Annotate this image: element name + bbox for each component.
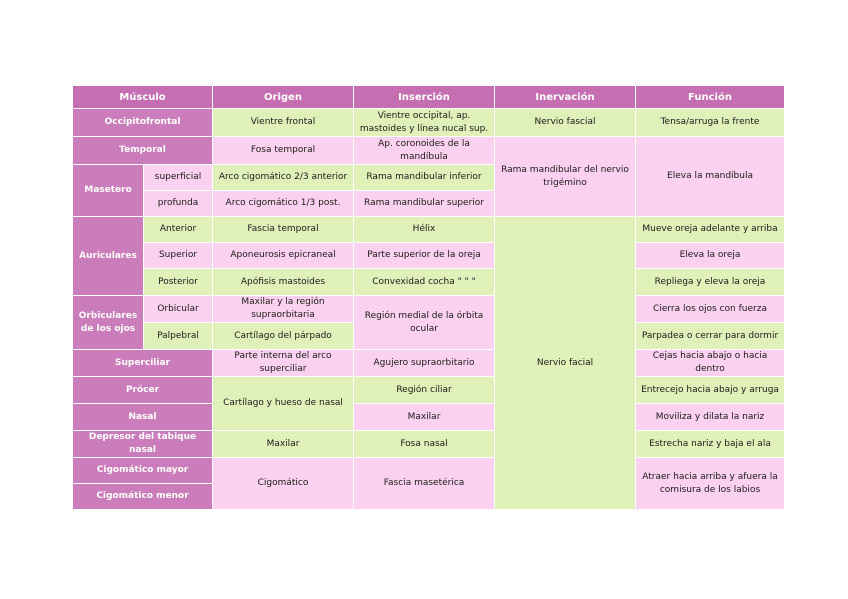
table-row bbox=[73, 296, 785, 323]
table-cell: Vientre frontal bbox=[213, 109, 354, 137]
table-cell: Arco cigomático 2/3 anterior bbox=[213, 165, 354, 191]
table-cell: Rama mandibular del nervio trigémino bbox=[495, 137, 636, 217]
muscle-cell: Auriculares bbox=[73, 217, 144, 296]
table-cell: Fascia masetérica bbox=[354, 458, 495, 510]
muscle-cell: Cigomático mayor bbox=[73, 458, 213, 484]
table-cell: Maxilar bbox=[354, 404, 495, 431]
table-cell: Nervio fascial bbox=[495, 109, 636, 137]
table-cell: Atraer hacia arriba y afuera la comisura de los labios bbox=[636, 458, 785, 510]
table-cell: Parte interna del arco superciliar bbox=[213, 350, 354, 377]
table-cell: Cartílago del párpado bbox=[213, 323, 354, 350]
table-cell: Parte superior de la oreja bbox=[354, 243, 495, 269]
muscle-cell: Temporal bbox=[73, 137, 213, 165]
table-cell: Cejas hacia abajo o hacia dentro bbox=[636, 350, 785, 377]
table-cell: Cigomático bbox=[213, 458, 354, 510]
table-cell: Rama mandibular superior bbox=[354, 191, 495, 217]
table-row bbox=[73, 458, 785, 484]
table-row bbox=[73, 350, 785, 377]
table-row bbox=[73, 404, 785, 431]
table-cell: Maxilar y la región supraorbitaria bbox=[213, 296, 354, 323]
table-row bbox=[73, 137, 785, 165]
table-cell: Hélix bbox=[354, 217, 495, 243]
table-row bbox=[73, 243, 785, 269]
muscle-cell: Nasal bbox=[73, 404, 213, 431]
table-row bbox=[73, 109, 785, 137]
table-cell: superficial bbox=[144, 165, 213, 191]
muscle-cell: Occipitofrontal bbox=[73, 109, 213, 137]
table-cell: Eleva la oreja bbox=[636, 243, 785, 269]
table-cell: Nervio facial bbox=[495, 217, 636, 510]
table-cell: Convexidad cocha " " " bbox=[354, 269, 495, 296]
table-cell: Parpadea o cerrar para dormir bbox=[636, 323, 785, 350]
table-cell: Estrecha nariz y baja el ala bbox=[636, 431, 785, 458]
table-cell: Cartílago y hueso de nasal bbox=[213, 377, 354, 431]
table-cell: Eleva la mandíbula bbox=[636, 137, 785, 217]
muscle-cell: Masetero bbox=[73, 165, 144, 217]
table-cell: Repliega y eleva la oreja bbox=[636, 269, 785, 296]
table-row bbox=[73, 269, 785, 296]
table-cell: Aponeurosis epicraneal bbox=[213, 243, 354, 269]
table-cell: Fosa nasal bbox=[354, 431, 495, 458]
table-cell: Región medial de la órbita ocular bbox=[354, 296, 495, 350]
table-body bbox=[73, 109, 785, 510]
table-cell: Apófisis mastoides bbox=[213, 269, 354, 296]
table-row bbox=[73, 377, 785, 404]
table-row bbox=[73, 431, 785, 458]
muscle-cell: Prócer bbox=[73, 377, 213, 404]
table-cell: Cierra los ojos con fuerza bbox=[636, 296, 785, 323]
table-cell: Anterior bbox=[144, 217, 213, 243]
table-cell: Rama mandibular inferior bbox=[354, 165, 495, 191]
table-row bbox=[73, 217, 785, 243]
muscle-cell: Depresor del tabique nasal bbox=[73, 431, 213, 458]
header-origen: Origen bbox=[213, 86, 354, 109]
table-cell: Fascia temporal bbox=[213, 217, 354, 243]
table-cell: Fosa temporal bbox=[213, 137, 354, 165]
table-cell: Mueve oreja adelante y arriba bbox=[636, 217, 785, 243]
header-funcion: Función bbox=[636, 86, 785, 109]
header-insercion: Inserción bbox=[354, 86, 495, 109]
header-musculo: Músculo bbox=[73, 86, 213, 109]
table-cell: Tensa/arruga la frente bbox=[636, 109, 785, 137]
table-cell: Palpebral bbox=[144, 323, 213, 350]
table-cell: Agujero supraorbitario bbox=[354, 350, 495, 377]
table-cell: profunda bbox=[144, 191, 213, 217]
muscle-cell: Superciliar bbox=[73, 350, 213, 377]
table-cell: Ap. coronoides de la mandíbula bbox=[354, 137, 495, 165]
table-cell: Maxilar bbox=[213, 431, 354, 458]
table-cell: Posterior bbox=[144, 269, 213, 296]
table-cell: Orbicular bbox=[144, 296, 213, 323]
table-cell: Vientre occipital, ap. mastoides y línea nucal sup. bbox=[354, 109, 495, 137]
table-cell: Entrecejo hacia abajo y arruga bbox=[636, 377, 785, 404]
table-cell: Arco cigomático 1/3 post. bbox=[213, 191, 354, 217]
table-cell: Moviliza y dilata la nariz bbox=[636, 404, 785, 431]
header-inervacion: Inervación bbox=[495, 86, 636, 109]
muscle-cell: Orbiculares de los ojos bbox=[73, 296, 144, 350]
muscle-cell: Cigomático menor bbox=[73, 484, 213, 510]
muscle-table bbox=[72, 85, 785, 510]
table-cell: Superior bbox=[144, 243, 213, 269]
table-cell: Región ciliar bbox=[354, 377, 495, 404]
header-row bbox=[73, 86, 785, 109]
